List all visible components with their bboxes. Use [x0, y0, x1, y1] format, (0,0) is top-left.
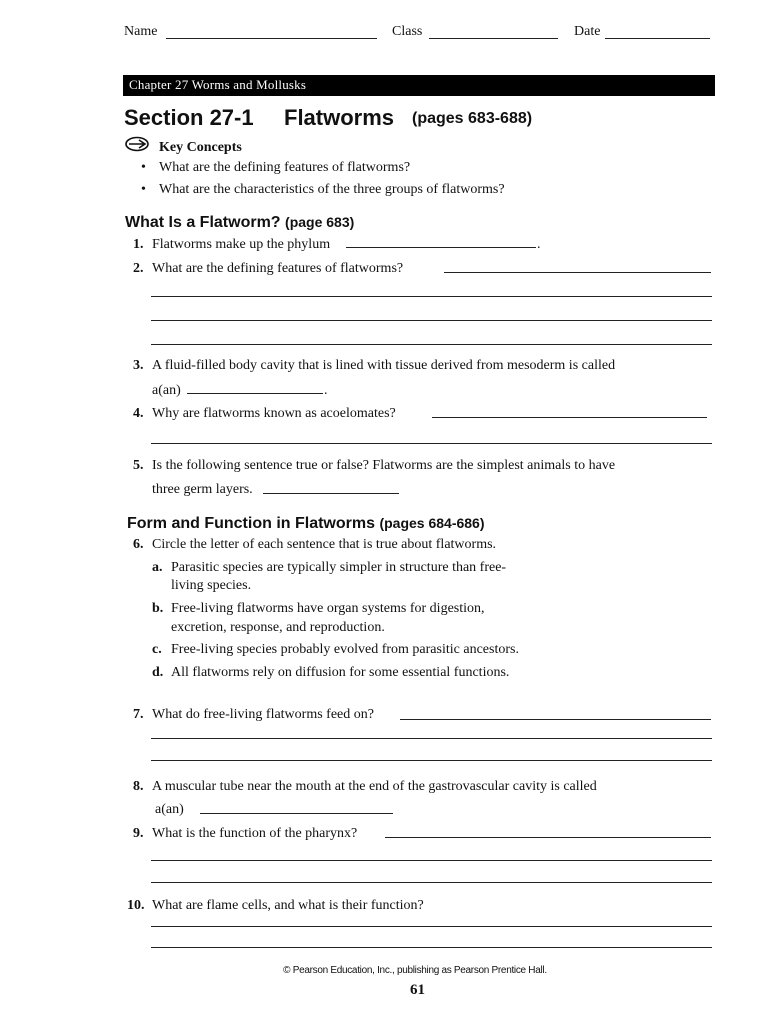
section-pages: (pages 683-688): [412, 110, 533, 127]
answer-line[interactable]: [151, 760, 712, 761]
option-letter[interactable]: c.: [152, 642, 162, 657]
question-8-text: A muscular tube near the mouth at the end of the gastrovascular cavity is called: [152, 779, 597, 794]
answer-line[interactable]: [151, 320, 712, 321]
page-number: 61: [410, 982, 425, 998]
option-d-text: All flatworms rely on diffusion for some essential functions.: [171, 665, 510, 680]
bullet-dot: •: [141, 182, 146, 197]
subsection-heading: [125, 212, 354, 233]
question-10-text: What are flame cells, and what is their function?: [152, 898, 424, 913]
answer-blank-q1[interactable]: [346, 247, 536, 248]
question-number: 7.: [133, 707, 144, 722]
question-number: 9.: [133, 826, 144, 841]
name-label: Name: [124, 24, 158, 39]
key-concepts-title: Key Concepts: [159, 140, 242, 155]
key-concepts-icon: [125, 136, 151, 152]
option-c-text: Free-living species probably evolved from parasitic ancestors.: [171, 642, 519, 657]
chapter-banner: [123, 75, 715, 96]
question-9-text: What is the function of the pharynx?: [152, 826, 358, 841]
subsection-heading: [127, 513, 485, 534]
option-a-text-line2: living species.: [171, 578, 252, 593]
question-4-text: Why are flatworms known as acoelomates?: [152, 406, 396, 421]
question-number: 2.: [133, 261, 144, 276]
section-number: Section 27-1: [124, 105, 254, 130]
question-number: 5.: [133, 458, 144, 473]
option-b-text: Free-living flatworms have organ systems for digestion,: [171, 601, 485, 616]
question-number: 6.: [133, 537, 144, 552]
question-3-line2: a(an): [152, 383, 181, 398]
class-blank[interactable]: [429, 38, 558, 39]
bullet-dot: •: [141, 160, 146, 175]
question-1-period: .: [537, 237, 541, 252]
answer-line[interactable]: [151, 443, 712, 444]
key-concept-item: What are the characteristics of the three groups of flatworms?: [159, 182, 505, 197]
option-letter[interactable]: a.: [152, 560, 163, 575]
answer-line[interactable]: [151, 947, 712, 948]
subsection-heading-text: Form and Function in Flatworms: [127, 515, 375, 532]
option-b-text-line2: excretion, response, and reproduction.: [171, 620, 385, 635]
name-blank[interactable]: [166, 38, 377, 39]
option-letter[interactable]: d.: [152, 665, 164, 680]
question-number: 8.: [133, 779, 144, 794]
answer-line[interactable]: [400, 719, 711, 720]
question-number: 3.: [133, 358, 144, 373]
answer-line[interactable]: [151, 738, 712, 739]
date-label: Date: [574, 24, 601, 39]
answer-line[interactable]: [151, 882, 712, 883]
key-concept-item: What are the defining features of flatworms?: [159, 160, 411, 175]
question-8-line2: a(an): [155, 802, 184, 817]
class-label: Class: [392, 24, 423, 39]
question-3-text: A fluid-filled body cavity that is lined with tissue derived from mesoderm is called: [152, 358, 616, 373]
answer-blank-q3[interactable]: [187, 393, 323, 394]
option-letter[interactable]: b.: [152, 601, 164, 616]
question-7-text: What do free-living flatworms feed on?: [152, 707, 374, 722]
question-2-text: What are the defining features of flatworms?: [152, 261, 404, 276]
question-6-text: Circle the letter of each sentence that is true about flatworms.: [152, 537, 497, 552]
copyright-notice: © Pearson Education, Inc., publishing as Pearson Prentice Hall.: [283, 965, 547, 976]
question-number: 1.: [133, 237, 144, 252]
date-blank[interactable]: [605, 38, 710, 39]
question-5-text: Is the following sentence true or false? Flatworms are the simplest animals to have: [152, 458, 616, 473]
chapter-title: Chapter 27 Worms and Mollusks: [129, 77, 307, 92]
answer-blank-q8[interactable]: [200, 813, 393, 814]
question-1-text: Flatworms make up the phylum: [152, 237, 331, 252]
answer-line[interactable]: [385, 837, 711, 838]
answer-blank-q5[interactable]: [263, 493, 399, 494]
question-3-period: .: [324, 383, 328, 398]
answer-line[interactable]: [151, 926, 712, 927]
subsection-pages: (page 683): [285, 214, 355, 230]
subsection-pages: (pages 684-686): [379, 515, 485, 531]
answer-line[interactable]: [151, 860, 712, 861]
question-number: 4.: [133, 406, 144, 421]
answer-line[interactable]: [151, 296, 712, 297]
subsection-heading-text: What Is a Flatworm?: [125, 214, 281, 231]
answer-line[interactable]: [444, 272, 711, 273]
question-5-line2: three germ layers.: [152, 482, 253, 497]
answer-line[interactable]: [432, 417, 707, 418]
answer-line[interactable]: [151, 344, 712, 345]
option-a-text: Parasitic species are typically simpler in structure than free-: [171, 560, 507, 575]
section-title: Flatworms: [284, 105, 395, 130]
question-number: 10.: [127, 898, 145, 913]
